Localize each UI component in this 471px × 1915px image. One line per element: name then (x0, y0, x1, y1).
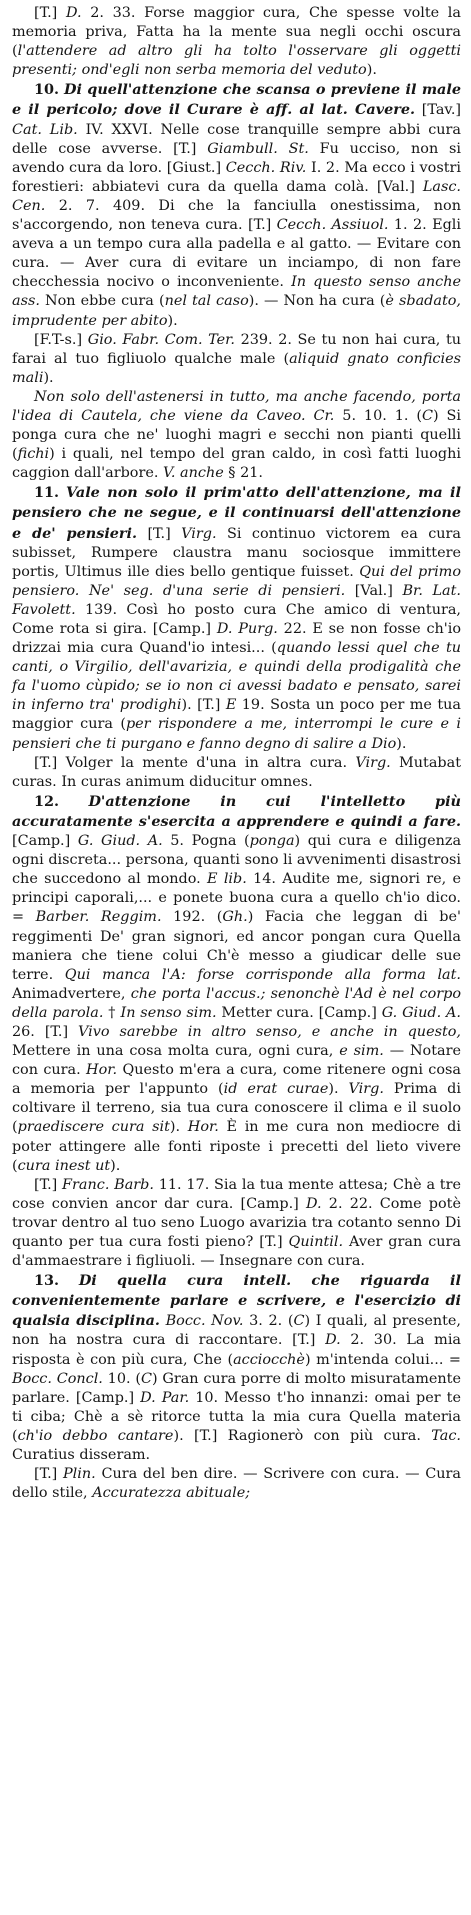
citation-italic: In senso sim. (120, 1004, 217, 1021)
entry-text: I. 2. Ma ecco i vostri forestieri: abbiatevi cura da quella dama colà. [Val.] (12, 159, 461, 195)
citation-italic: Bocc. Concl. (12, 1370, 103, 1387)
citation-italic: Giambull. St. (207, 140, 309, 157)
citation-italic: ponga (249, 833, 295, 850)
entry-text: ). (110, 1157, 121, 1174)
entry-text: ). — Non ha cura ( (248, 293, 386, 310)
citation-italic: Gio. Fabr. Com. Ter. (87, 331, 235, 348)
entry-paragraph (12, 1271, 461, 1465)
entry-text: Fu ucciso, non si avendo cura da loro. [Giust.] (12, 140, 462, 176)
entry-text: ). (396, 735, 407, 752)
entry-text: Curatius disseram. (12, 1447, 151, 1464)
entry-text: ). (167, 312, 178, 329)
entry-text: § 21. (223, 465, 263, 482)
citation-italic: E (225, 697, 237, 714)
entry-paragraph (12, 331, 461, 388)
entry-text: † (103, 1004, 121, 1021)
citation-italic: Quintil. (288, 1234, 344, 1250)
entry-text: 192. ( (161, 909, 223, 926)
citation-italic: che porta l'accus.; senonchè l'Ad è nel corpo della parola. (12, 985, 461, 1021)
entry-text: 5. Pogna ( (162, 833, 250, 850)
sense-number: 10. (34, 81, 60, 99)
citation-italic: Cecch. Assiuol. (276, 217, 389, 234)
entry-text: [Tav.] (415, 102, 462, 119)
citation-italic: C (140, 1370, 152, 1387)
entry-paragraph (12, 1465, 461, 1503)
citation-italic: G. Giud. A. (77, 833, 163, 850)
citation-italic: e sim. (339, 1043, 384, 1060)
entry-text: 11. 17. Sia la tua mente attesa; Chè a tre cose convien ancor dar cura. [Camp.] (12, 1176, 461, 1212)
entry-text: Non ebbe cura ( (39, 293, 165, 310)
citation-italic: D. (65, 5, 82, 21)
citation-italic: è sbadato, imprudente per abito (12, 293, 461, 329)
citation-italic: Lasc. Cen. (12, 178, 461, 214)
entry-text: — Notare con cura. (12, 1043, 461, 1079)
entry-paragraph (12, 1176, 461, 1271)
entry-text: ). (366, 62, 377, 79)
entry-text: Mettere in una cosa molta cura, ogni cura, (12, 1043, 340, 1060)
citation-italic: Virg. (348, 1081, 384, 1098)
entry-text: 2. 22. Come potè trovar dentro al tuo seno Luogo avarizia tra cotanto senno Di quanto per tua cura fosti pieno? [T.] (12, 1195, 461, 1250)
citation-italic: aliquid gnato conficies mali (12, 350, 461, 386)
citation-italic: nel tal caso (164, 293, 249, 310)
entry-text: ) i quali, nel tempo del gran caldo, in così fatti luoghi caggion dall'arbore. (12, 446, 461, 482)
citation-italic: Virg. (181, 525, 217, 542)
entry-text: ) m'intenda colui... = (304, 1351, 461, 1368)
entry-text: Animadvertere, (12, 985, 131, 1002)
citation-italic: E lib. (207, 871, 247, 888)
entry-text: [T.] (137, 525, 182, 542)
entry-paragraph (12, 388, 461, 483)
entry-paragraph (12, 4, 461, 80)
citation-italic: V. anche (163, 465, 224, 482)
sense-definition: Di quell'attenzione che scansa o previene il male e il pericolo; dove il Curare è aff. al lat. Cavere. (12, 81, 462, 119)
entry-text: Mutabat curas. In curas animum diducitur omnes. (12, 754, 461, 790)
entry-text: ) qui cura e diligenza ogni discreta... persona, quanti sono li avvenimenti disastrosi che succedono al mondo. (12, 833, 462, 888)
entry-text: [Val.] (345, 582, 403, 599)
citation-italic: Barber. Reggim. (35, 909, 162, 926)
citation-italic: Bocc. Nov. (165, 1313, 244, 1330)
citation-italic: C (421, 407, 433, 424)
entry-text: 22. E se non fosse ch'io drizzai mia cura Quand'io intesi... ( (12, 621, 462, 657)
citation-italic: In questo senso anche ass. (12, 274, 461, 310)
sense-number: 13. (34, 1272, 60, 1290)
citation-italic: D. Purg. (216, 621, 278, 637)
entry-text: 10. ( (102, 1370, 141, 1387)
entry-text (59, 485, 66, 501)
entry-text: È in me cura non mediocre di poter attingere alle fonti riposte i precetti del lieto vivere ( (12, 1119, 461, 1174)
entry-text: 14. Audite me, signori re, e principi caporali,... e ponete buona cura a quello ch'io dico. = (12, 871, 461, 926)
entry-text: ) Gran cura porre di molto misuratamente parlare. [Camp.] (12, 1370, 461, 1406)
entry-text: ). [T.] Ragionerò con più cura. (173, 1427, 432, 1444)
citation-italic: Plin. (63, 1466, 96, 1483)
entry-text: Questo m'era a cura, come ritenere ogni cosa a memoria per l'appunto ( (12, 1062, 461, 1098)
entry-text: 5. 10. 1. ( (334, 407, 422, 424)
entry-text: 2. 7. 409. Di che la fanciulla onestissima, non s'accorgendo, non teneva cura. [T.] (12, 197, 461, 234)
entry-text: [Camp.] (12, 833, 78, 850)
citation-italic: Qui del primo pensiero. Ne' seg. d'una serie di pensieri. (12, 563, 461, 599)
entry-text: 139. Così ho posto cura Che amico di ventura, Come rota si gira. [Camp.] (12, 601, 461, 637)
entry-text: Si continuo victorem ea cura subisset, Rumpere claustra manu sociosque immittere portis, Ultimus ille dies bello gentique fuisset. (12, 525, 461, 580)
entry-text: Aver gran cura d'ammaestrare i figliuoli. — Insegnare con cura. (12, 1234, 461, 1270)
entry-text: 2. 33. Forse maggior cura, Che spesse volte la memoria priva, Fatta ha la mente sua negli occhi oscura ( (12, 5, 461, 60)
citation-italic: Tac. (431, 1427, 461, 1444)
entry-paragraph (12, 483, 461, 753)
entry-paragraph (12, 80, 461, 330)
entry-paragraph (12, 754, 461, 792)
sense-definition: Di quella cura intell. che riguarda il convenientemente parlare e scrivere, e l'esercizio di qualsia disciplina. (12, 1272, 461, 1330)
citation-italic: G. Giud. A. (381, 1004, 462, 1021)
entry-text: 26. [T.] (12, 1023, 79, 1040)
entry-text: ) Facia che leggan di be' reggimenti De' gran signori, ed ancor pongan cura Quella maniera che tiene colui Ch'è messo a giudicar delle sue terre. (12, 909, 461, 983)
entry-text: 19. Sosta un poco per me tua maggior cura ( (12, 697, 462, 733)
citation-italic: D. (306, 1195, 322, 1212)
citation-italic: quando lessi quel che tu canti, o Virgilio, dell'avarizia, e quindi della prodigalità che fa l'uomo cùpido; se io non ci avessi badato e pensato, sarei in inferno tra' prodighi (12, 640, 461, 714)
citation-italic: Qui manca l'A: forse corrisponde alla forma lat. (64, 966, 461, 983)
sense-definition: Vale non solo il prim'atto dell'attenzione, ma il pensiero che ne segue, e il continuarsi dell'attenzione e de' pensieri. (12, 484, 461, 542)
citation-italic: Virg. (355, 754, 391, 771)
citation-italic: Cecch. Riv. (225, 159, 307, 176)
entry-paragraph (12, 792, 461, 1176)
entry-text: 10. Messo t'ho innanzi: omai per te ti ciba; Chè a sè ritorce tutta la mia cura Quella materia ( (12, 1389, 461, 1444)
entry-text: [T.] Volger la mente d'una in altra cura. (34, 754, 356, 771)
citation-italic: Gh. (222, 909, 248, 926)
entry-text: 239. 2. Se tu non hai cura, tu farai al tuo figliuolo qualche male ( (12, 331, 461, 367)
entry-text: [F.T-s.] (34, 331, 88, 348)
dictionary-entry-cura (12, 4, 461, 1503)
citation-italic: acciocchè (233, 1351, 305, 1368)
entry-text: ). (169, 1119, 188, 1136)
entry-text (59, 794, 88, 810)
entry-text (59, 1273, 79, 1289)
sense-number: 12. (34, 792, 60, 810)
entry-text: Prima di coltivare il terreno, sia tua cura conoscere il clima e il suolo ( (12, 1081, 461, 1136)
entry-text: Metter cura. [Camp.] (216, 1004, 382, 1021)
entry-text: ). (328, 1081, 349, 1098)
sense-number: 11. (34, 484, 60, 502)
citation-italic: Accuratezza abituale; (92, 1485, 251, 1502)
citation-italic: cura inest ut (17, 1157, 111, 1174)
entry-text: ). (43, 369, 54, 386)
citation-italic: Non solo dell'astenersi in tutto, ma anche facendo, porta l'idea di Cautela, che viene da Caveo. (12, 388, 461, 424)
entry-text: IV. XXVI. Nelle cose tranquille sempre abbi cura delle cose avverse. [T.] (12, 121, 462, 157)
entry-text: Cura del ben dire. — Scrivere con cura. — Cura dello stile, (12, 1466, 461, 1502)
citation-italic: per rispondere a me, interrompi le cure e i pensieri che ti purgano e fanno degno di salire a Dio (12, 716, 461, 752)
citation-italic: Franc. Barb. (62, 1176, 154, 1193)
citation-italic: Hor. (187, 1119, 219, 1136)
citation-italic: l'attendere ad altro gli ha tolto l'osservare gli oggetti presenti; ond'egli non serba memoria del veduto (12, 43, 461, 79)
citation-italic: Cat. Lib. (12, 121, 78, 138)
citation-italic: Vivo sarebbe in altro senso, e anche in questo, (78, 1023, 461, 1040)
citation-italic: Cr. (313, 407, 335, 424)
entry-text: 1. 2. Egli aveva a un tempo cura alla padella e al gatto. — Evitare con cura. — Aver cura di evitare un inciampo, di non fare checchessia nocivo o inconveniente. (12, 217, 461, 291)
citation-italic: fichi (17, 446, 50, 463)
entry-text: ) I quali, al presente, non ha nostra cura di raccontare. [T.] (12, 1313, 461, 1349)
citation-italic: ch'io debbo cantare (17, 1427, 174, 1444)
sense-definition: D'attenzione in cui l'intelletto più accuratamente s'esercita a apprendere e quindi a fare. (12, 792, 461, 830)
citation-italic: Hor. (86, 1062, 118, 1079)
entry-text: 2. 30. La mia risposta è con più cura, Che ( (12, 1332, 461, 1368)
citation-italic: id erat curae (223, 1081, 329, 1098)
citation-italic: D. Par. (140, 1389, 190, 1406)
citation-italic: C (293, 1313, 305, 1330)
entry-text: [T.] (34, 1176, 63, 1193)
entry-text: ). [T.] (181, 697, 226, 714)
entry-text: ) Si ponga cura che ne' luoghi magri e secchi non pianti quelli ( (12, 407, 461, 463)
entry-text: [T.] (34, 5, 66, 21)
entry-text: 3. 2. ( (243, 1313, 294, 1330)
entry-text: [T.] (34, 1466, 63, 1483)
citation-italic: praediscere cura sit (17, 1119, 170, 1136)
citation-italic: D. (325, 1332, 341, 1349)
citation-italic: Br. Lat. Favolett. (12, 582, 461, 618)
